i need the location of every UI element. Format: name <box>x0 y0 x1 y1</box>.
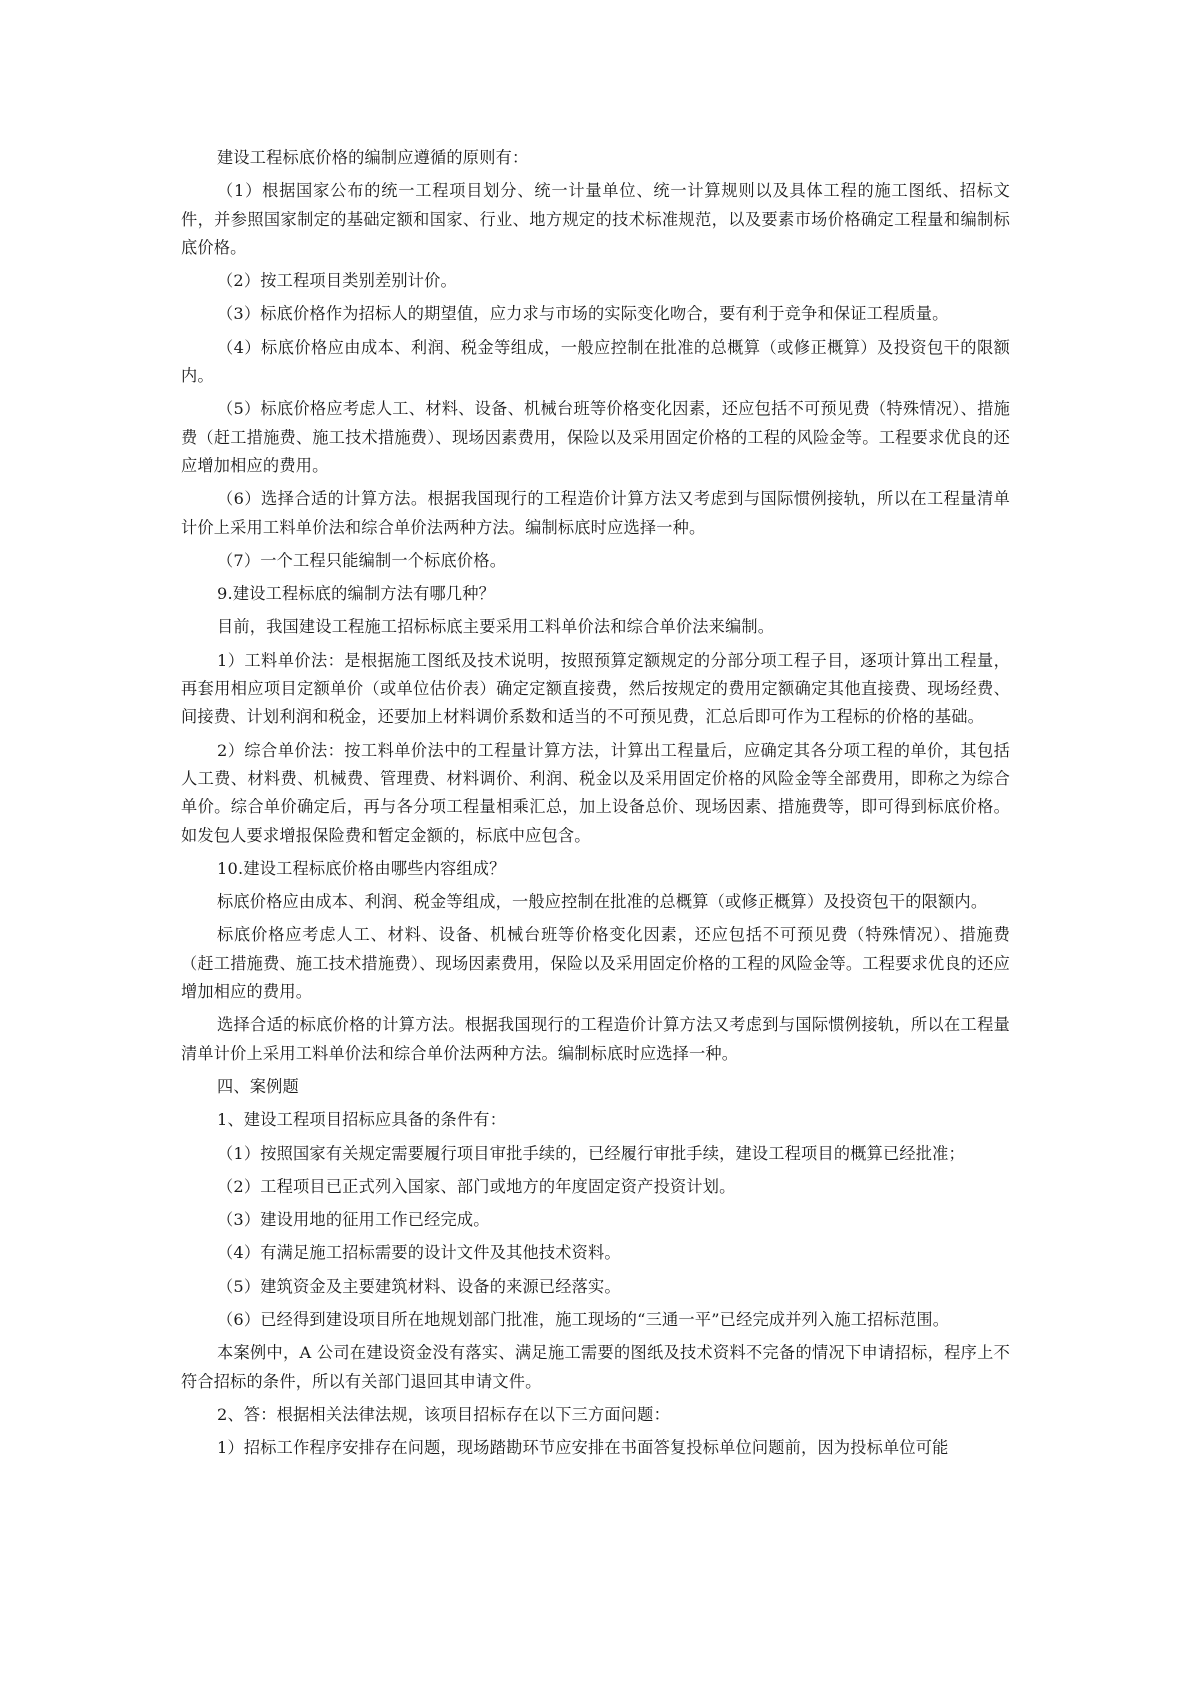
paragraph-principle-5: （5）标底价格应考虑人工、材料、设备、机械台班等价格变化因素，还应包括不可预见费（特殊情况）、措施费（赶工措施费、施工技术措施费）、现场因素费用，保险以及采用固定价格的工程的风险金等。工程要求优良的还应增加相应的费用。 <box>181 399 1010 475</box>
question-9-heading: 9.建设工程标底的编制方法有哪几种？ <box>217 584 496 604</box>
case-1-heading: 1、建设工程项目招标应具备的条件有： <box>217 1110 507 1130</box>
case-1-condition-6: （6）已经得到建设项目所在地规划部门批准，施工现场的“三通一平”已经完成并列入施工招标范围。 <box>217 1309 950 1329</box>
case-2-heading: 2、答：根据相关法律法规，该项目招标存在以下三方面问题： <box>217 1404 670 1424</box>
paragraph-method-unit-price: 1）工料单价法：是根据施工图纸及技术说明，按照预算定额规定的分部分项工程子目，逐项计算出工程量，再套用相应项目定额单价（或单位估价表）确定定额直接费，然后按规定的费用定额确定其他直接费、现场经费、间接费、计划利润和税金，还要加上材料调价系数和适当的不可预见费，汇总后即可作为工程标的价格的基础。 <box>181 650 1010 727</box>
paragraph-methods-intro: 目前，我国建设工程施工招标标底主要采用工料单价法和综合单价法来编制。 <box>217 617 775 637</box>
paragraph-principle-7: （7）一个工程只能编制一个标底价格。 <box>217 550 507 570</box>
case-1-condition-5: （5）建筑资金及主要建筑材料、设备的来源已经落实。 <box>217 1276 621 1296</box>
case-1-conclusion: 本案例中，A 公司在建设资金没有落实、满足施工需要的图纸及技术资料不完备的情况下申请招标，程序上不符合招标的条件，所以有关部门退回其申请文件。 <box>181 1343 1010 1391</box>
case-1-condition-2: （2）工程项目已正式列入国家、部门或地方的年度固定资产投资计划。 <box>217 1176 736 1196</box>
document-body <box>181 144 1010 1467</box>
paragraph-principle-1: （1）根据国家公布的统一工程项目划分、统一计量单位、统一计算规则以及具体工程的施工图纸、招标文件，并参照国家制定的基础定额和国家、行业、地方规定的技术标准规范，以及要素市场价格确定工程量和编制标底价格。 <box>181 181 1010 257</box>
paragraph-composition-3: 选择合适的标底价格的计算方法。根据我国现行的工程造价计算方法又考虑到与国际惯例接轨，所以在工程量清单计价上采用工料单价法和综合单价法两种方法。编制标底时应选择一种。 <box>181 1015 1010 1063</box>
question-10-heading: 10.建设工程标底价格由哪些内容组成？ <box>217 858 506 878</box>
section-heading-cases: 四、案例题 <box>217 1076 299 1096</box>
paragraph-principles-intro: 建设工程标底价格的编制应遵循的原则有： <box>217 148 529 167</box>
paragraph-principle-2: （2）按工程项目类别差别计价。 <box>217 271 457 291</box>
paragraph-principle-3: （3）标底价格作为招标人的期望值，应力求与市场的实际变化吻合，要有利于竞争和保证工程质量。 <box>217 304 949 324</box>
case-1-condition-3: （3）建设用地的征用工作已经完成。 <box>217 1210 490 1230</box>
paragraph-method-comprehensive: 2）综合单价法：按工料单价法中的工程量计算方法，计算出工程量后，应确定其各分项工程的单价，其包括人工费、材料费、机械费、管理费、材料调价、利润、税金以及采用固定价格的风险金等全部费用，即称之为综合单价。综合单价确定后，再与各分项工程量相乘汇总，加上设备总价、现场因素、措施费等，即可得到标底价格。如发包人要求增报保险费和暂定金额的，标底中应包含。 <box>181 740 1010 845</box>
case-2-issue-1: 1）招标工作程序安排存在问题，现场踏勘环节应安排在书面答复投标单位问题前，因为投标单位可能 <box>217 1438 949 1458</box>
paragraph-composition-1: 标底价格应由成本、利润、税金等组成，一般应控制在批准的总概算（或修正概算）及投资包干的限额内。 <box>217 892 988 912</box>
paragraph-principle-4: （4）标底价格应由成本、利润、税金等组成，一般应控制在批准的总概算（或修正概算）及投资包干的限额内。 <box>181 337 1010 386</box>
paragraph-principle-6: （6）选择合适的计算方法。根据我国现行的工程造价计算方法又考虑到与国际惯例接轨，所以在工程量清单计价上采用工料单价法和综合单价法两种方法。编制标底时应选择一种。 <box>181 489 1010 537</box>
case-1-condition-1: （1）按照国家有关规定需要履行项目审批手续的，已经履行审批手续，建设工程项目的概算已经批准； <box>217 1143 965 1163</box>
case-1-condition-4: （4）有满足施工招标需要的设计文件及其他技术资料。 <box>217 1243 621 1263</box>
paragraph-composition-2: 标底价格应考虑人工、材料、设备、机械台班等价格变化因素，还应包括不可预见费（特殊情况）、措施费（赶工措施费、施工技术措施费）、现场因素费用，保险以及采用固定价格的工程的风险金等。工程要求优良的还应增加相应的费用。 <box>181 925 1010 1002</box>
